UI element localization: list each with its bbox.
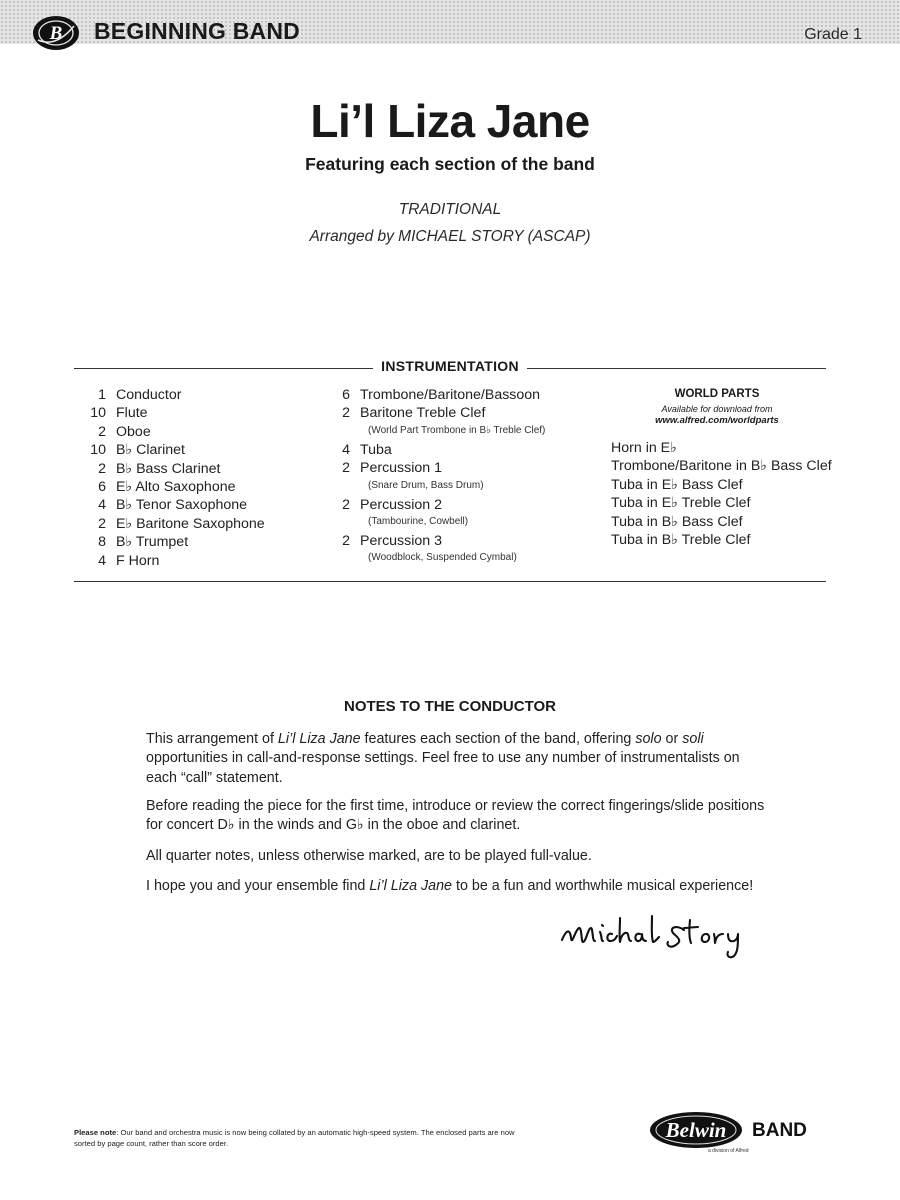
instrument-row: 4 B♭ Tenor Saxophone	[98, 497, 248, 514]
instrument-row: 2 B♭ Bass Clarinet	[98, 460, 221, 477]
grade-label: Grade 1	[804, 26, 862, 43]
world-parts	[611, 388, 832, 549]
notes-paragraph-1: This arrangement of Li’l Liza Jane features each section of the band, offering solo or soli opportunities in call-and-response settings. Feel free to use any number of instrumentalists on each “call” statement.	[146, 731, 740, 786]
svg-text:a division of Alfred: a division of Alfred	[708, 1148, 749, 1154]
notes-paragraph-4: I hope you and your ensemble find Li’l Liza Jane to be a fun and worthwhile musical experience!	[146, 878, 754, 894]
instrumentation-heading: INSTRUMENTATION	[0, 358, 900, 376]
instrument-row: 2 Percussion 1	[342, 460, 443, 477]
world-parts-title: WORLD PARTS	[674, 388, 760, 400]
notes-paragraph-3: All quarter notes, unless otherwise marked, are to be played full-value.	[146, 848, 592, 864]
world-part-item: Tuba in E♭ Treble Clef	[611, 495, 751, 512]
instrument-row: 2 E♭ Baritone Saxophone	[98, 515, 265, 532]
notes-heading: NOTES TO THE CONDUCTOR	[344, 698, 556, 715]
composer-credit: TRADITIONAL	[398, 201, 502, 218]
instrument-row: 2 Percussion 3	[342, 533, 443, 550]
instrument-row: 8 B♭ Trumpet	[98, 534, 189, 551]
world-parts-availability: Available for download from	[661, 404, 773, 414]
world-part-item: Tuba in B♭ Bass Clef	[611, 513, 743, 530]
instrumentation-column-1	[76, 386, 265, 570]
piece-subtitle: Featuring each section of the band	[305, 154, 595, 174]
instrument-row: 4 F Horn	[98, 552, 160, 569]
instrumentation-bottom-rule	[74, 581, 826, 582]
instrument-note: (World Part Trombone in B♭ Treble Clef)	[368, 424, 546, 436]
world-part-item: Horn in E♭	[611, 440, 677, 456]
world-parts-url: www.alfred.com/worldparts	[655, 415, 779, 426]
instrument-row: 6 E♭ Alto Saxophone	[98, 479, 236, 496]
arranger-credit: Arranged by MICHAEL STORY (ASCAP)	[309, 228, 591, 245]
instrument-note: (Woodblock, Suspended Cymbal)	[368, 552, 517, 564]
instrument-row: 10 B♭ Clarinet	[90, 442, 185, 459]
instrument-row: 2 Oboe	[98, 423, 151, 440]
collation-note: Please note: Our band and orchestra music is now being collated by an automatic high-speed system. The enclosed parts are now sorted by page count, rather than score order.	[74, 1128, 515, 1148]
signature-image	[556, 908, 766, 968]
instrument-note: (Tambourine, Cowbell)	[368, 516, 469, 528]
instrument-row: 2 Baritone Treble Clef	[342, 405, 486, 422]
belwin-band-logo	[648, 1110, 828, 1154]
notes-paragraph-2: Before reading the piece for the first time, introduce or review the correct fingerings/slide positions for concert D♭ in the winds and G♭ in the oboe and clarinet.	[146, 798, 765, 834]
world-parts-list	[611, 439, 832, 549]
svg-text:B: B	[49, 23, 63, 44]
instrument-row: 2 Percussion 2	[342, 496, 443, 513]
world-part-item: Tuba in E♭ Bass Clef	[611, 476, 743, 493]
beginning-band-logo-icon	[32, 14, 80, 52]
world-part-item: Trombone/Baritone in B♭ Bass Clef	[611, 458, 832, 475]
instrument-note: (Snare Drum, Bass Drum)	[368, 479, 484, 491]
piece-title: Li’l Liza Jane	[310, 95, 590, 147]
instrument-row: 6 Trombone/Baritone/Bassoon	[342, 387, 541, 403]
instrument-row: 1 Conductor	[98, 387, 182, 403]
instrumentation-column-2	[338, 386, 545, 568]
instrument-row: 4 Tuba	[342, 441, 392, 458]
svg-text:BAND: BAND	[752, 1120, 807, 1141]
instrument-row: 10 Flute	[90, 405, 148, 422]
svg-text:Belwin: Belwin	[665, 1118, 727, 1142]
world-part-item: Tuba in B♭ Treble Clef	[611, 532, 751, 549]
series-name: BEGINNING BAND	[94, 18, 300, 44]
